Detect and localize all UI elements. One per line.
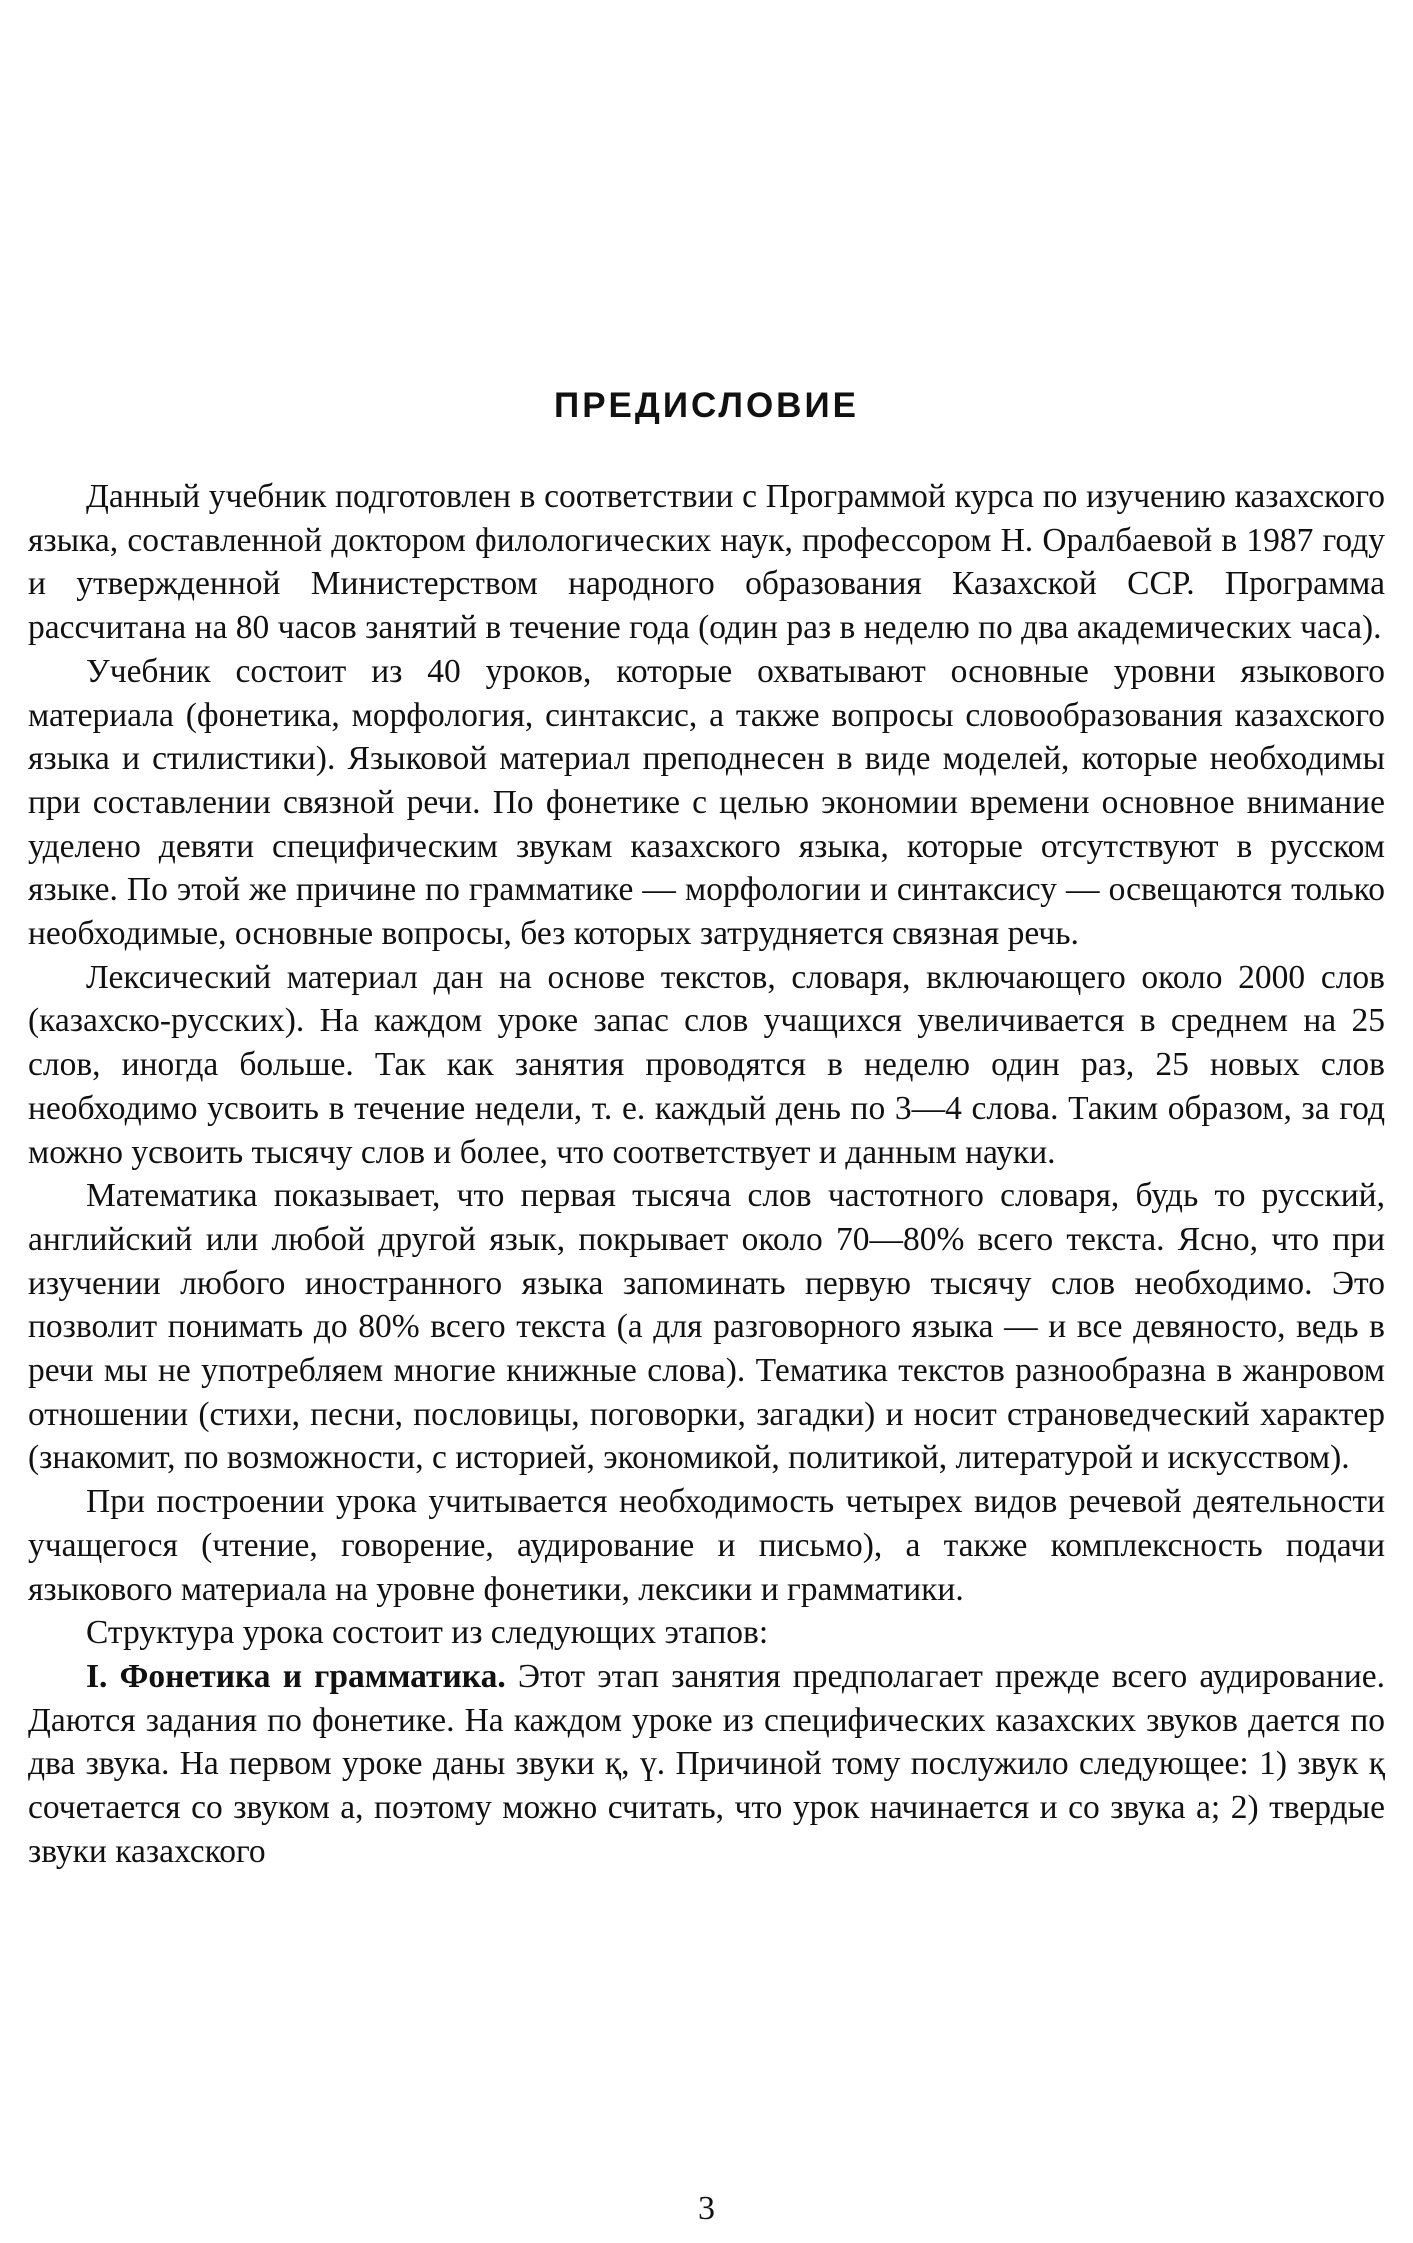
paragraph-structure xyxy=(28,650,1385,956)
paragraph-text: Структура урока состоит из следующих этапов: xyxy=(86,1614,769,1652)
paragraph-lesson-design xyxy=(28,1480,1385,1611)
paragraph-text: Этот этап занятия предполагает прежде всего аудирование. Даются задания по фонетике. На каждом уроке из специфических казахских звуков дается по два звука. На первом уроке даны звуки қ, ү. Причиной тому послужило следующее: 1) звук қ сочетается со звуком а, поэтому можно считать, что урок начинается и со звука а; 2) твердые звуки казахского xyxy=(28,1657,1385,1870)
page-title: ПРЕДИСЛОВИЕ xyxy=(554,386,859,425)
paragraph-phonetics-stage xyxy=(28,1655,1385,1874)
paragraph-lexicon xyxy=(28,956,1385,1175)
paragraph-lesson-stages xyxy=(28,1611,1385,1655)
preface-body xyxy=(28,475,1385,1874)
section-lead: I. Фонетика и грамматика. xyxy=(86,1657,506,1695)
paragraph-frequency xyxy=(28,1174,1385,1480)
paragraph-text: При построении урока учитывается необходимость четырех видов речевой деятельности учащегося (чтение, говорение, аудирование и письмо), а также комплексность подачи языкового материала на уровне фонетики, лексики и грамматики. xyxy=(28,1483,1385,1608)
paragraph-program xyxy=(28,475,1385,650)
paragraph-text: Данный учебник подготовлен в соответствии с Программой курса по изучению казахского языка, составленной доктором филологических наук, профессором Н. Оралбаевой в 1987 году и утвержденной Министерством народного образования Казахской ССР. Программа рассчитана на 80 часов занятий в течение года (один раз в неделю по два академических часа). xyxy=(28,478,1385,647)
page-number: 3 xyxy=(698,2190,715,2227)
paragraph-text: Математика показывает, что первая тысяча слов частотного словаря, будь то русский, английский или любой другой язык, покрывает около 70—80% всего текста. Ясно, что при изучении любого иностранного языка запоминать первую тысячу слов необходимо. Это позволит понимать до 80% всего текста (а для разговорного языка — и все девяносто, ведь в речи мы не употребляем многие книжные слова). Тематика текстов разнообразна в жанровом отношении (стихи, песни, пословицы, поговорки, загадки) и носит страноведческий характер (знакомит, по возможности, с историей, экономикой, политикой, литературой и искусством). xyxy=(28,1177,1385,1477)
book-page xyxy=(28,0,1385,2243)
paragraph-text: Лексический материал дан на основе текстов, словаря, включающего около 2000 слов (казахско-русских). На каждом уроке запас слов учащихся увеличивается в среднем на 25 слов, иногда больше. Так как занятия проводятся в неделю один раз, 25 новых слов необходимо усвоить в течение недели, т. е. каждый день по 3—4 слова. Таким образом, за год можно усвоить тысячу слов и более, что соответствует и данным науки. xyxy=(28,958,1385,1171)
paragraph-text: Учебник состоит из 40 уроков, которые охватывают основные уровни языкового материала (фонетика, морфология, синтаксис, а также вопросы словообразования казахского языка и стилистики). Языковой материал преподнесен в виде моделей, которые необходимы при составлении связной речи. По фонетике с целью экономии времени основное внимание уделено девяти специфическим звукам казахского языка, которые отсутствуют в русском языке. По этой же причине по грамматике — морфологии и синтаксису — освещаются только необходимые, основные вопросы, без которых затрудняется связная речь. xyxy=(28,652,1385,953)
